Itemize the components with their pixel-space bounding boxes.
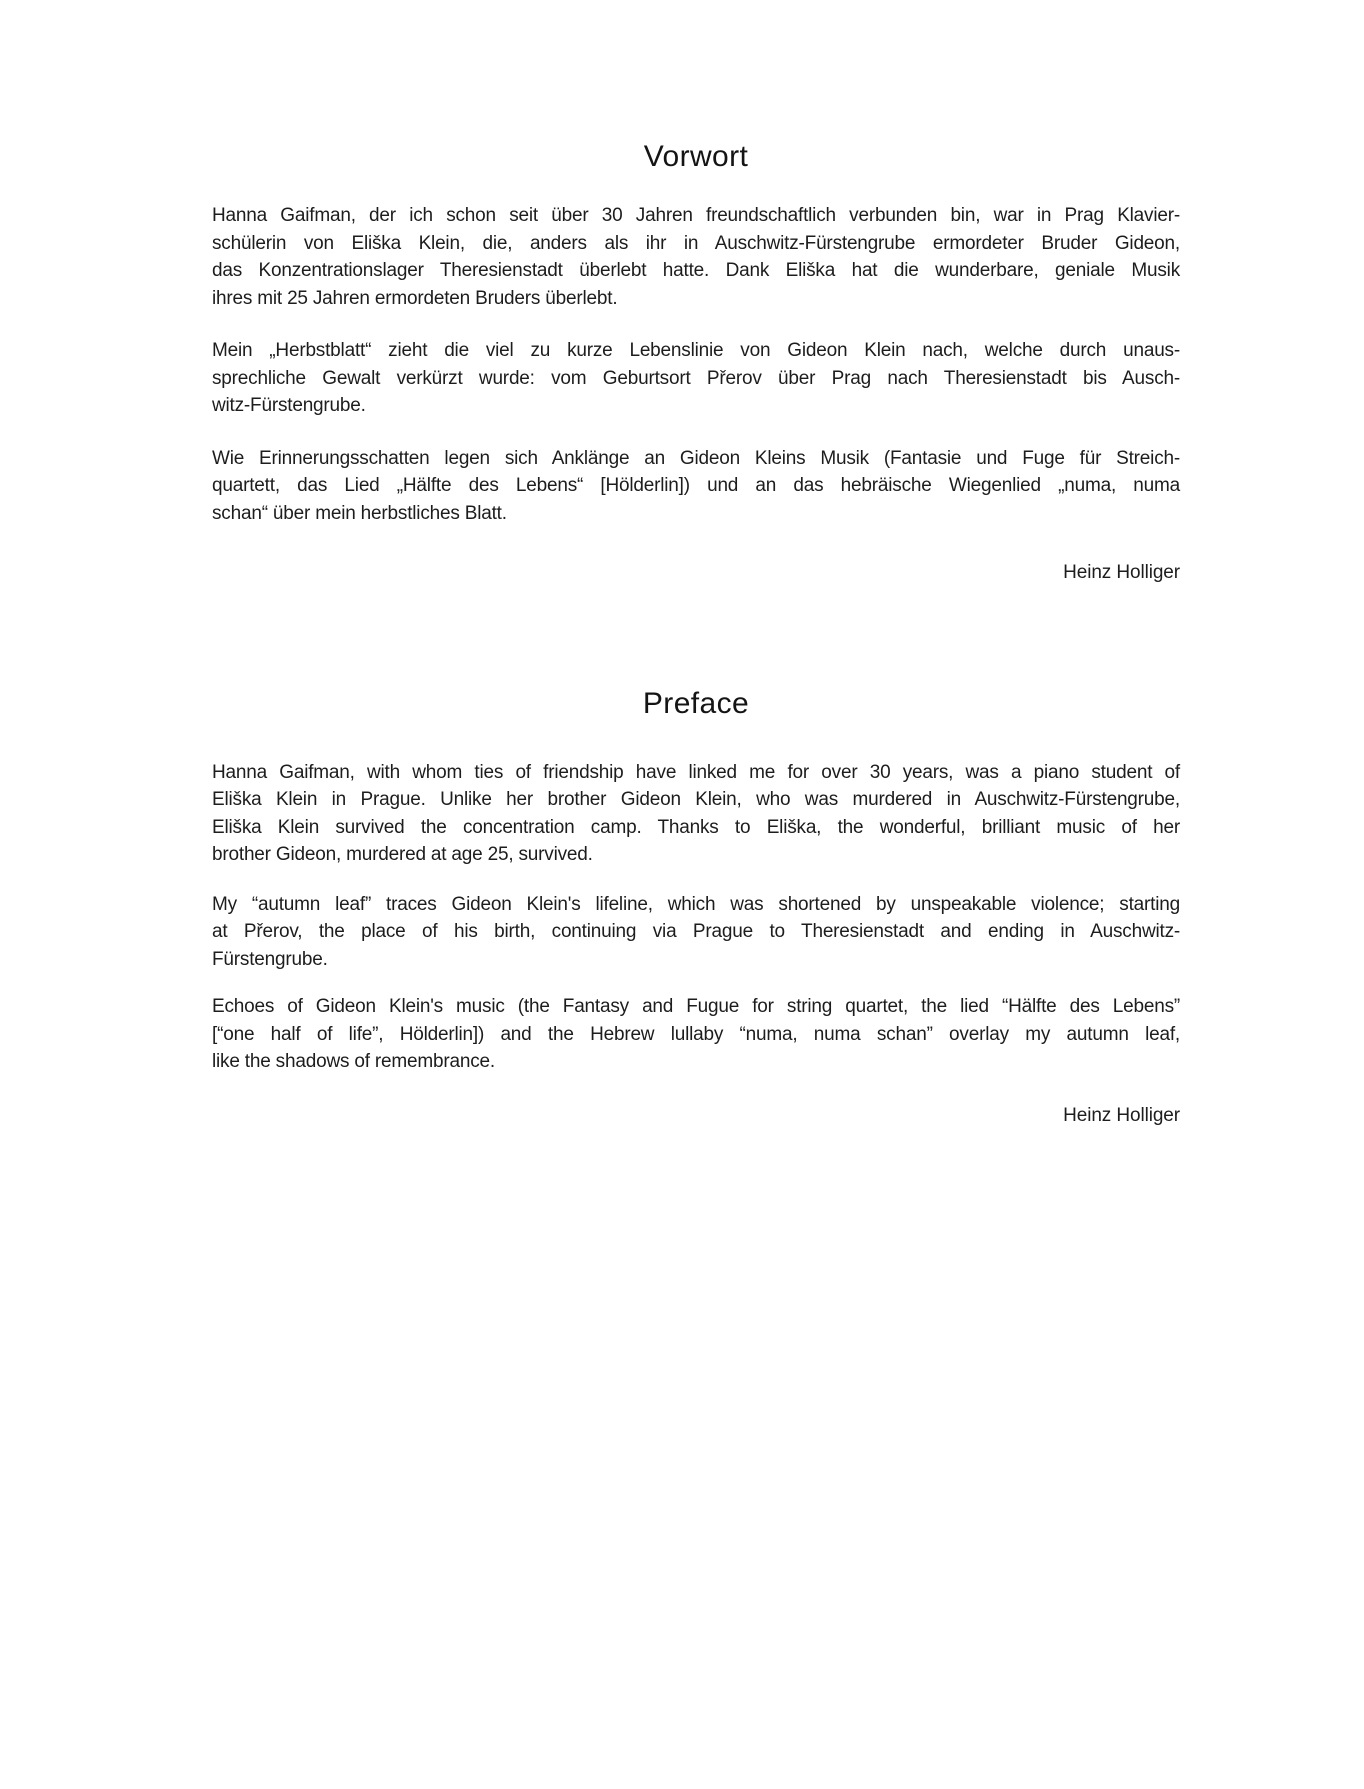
english-paragraph-2 <box>212 891 1180 974</box>
english-paragraph-3 <box>212 993 1180 1076</box>
text-line: Mein „Herbstblatt“ zieht die viel zu kurze Lebenslinie von Gideon Klein nach, welche durch unaus- <box>212 340 1180 361</box>
german-paragraph-3 <box>212 445 1180 528</box>
text-line: brother Gideon, murdered at age 25, survived. <box>212 844 593 865</box>
text-line: My “autumn leaf” traces Gideon Klein's lifeline, which was shortened by unspeakable violence; starting <box>212 893 1180 915</box>
german-paragraph-1 <box>212 202 1180 312</box>
signature-english: Heinz Holliger <box>1063 1104 1180 1126</box>
text-line: Wie Erinnerungsschatten legen sich Anklänge an Gideon Kleins Musik (Fantasie und Fuge für Streich- <box>212 447 1180 469</box>
text-line: Eliška Klein survived the concentration camp. Thanks to Eliška, the wonderful, brilliant music of her <box>212 816 1180 838</box>
preface-title: Preface <box>642 686 750 720</box>
text-line: Fürstengrube. <box>212 948 328 970</box>
text-line: Echoes of Gideon Klein's music (the Fantasy and Fugue for string quartet, the lied “Hälfte des Lebens” <box>212 996 1180 1017</box>
text-line: sprechliche Gewalt verkürzt wurde: vom Geburtsort Přerov über Prag nach Theresienstadt bis Ausch- <box>212 367 1180 389</box>
text-line: like the shadows of remembrance. <box>212 1051 495 1072</box>
text-line: Hanna Gaifman, with whom ties of friendship have linked me for over 30 years, was a piano student of <box>212 761 1180 783</box>
text-line: Hanna Gaifman, der ich schon seit über 30 Jahren freundschaftlich verbunden bin, war in Prag Klavier- <box>212 205 1180 226</box>
text-line: ihres mit 25 Jahren ermordeten Bruders überlebt. <box>212 287 618 309</box>
text-line: witz-Fürstengrube. <box>212 395 366 416</box>
text-line: Eliška Klein in Prague. Unlike her brother Gideon Klein, who was murdered in Auschwitz-Fürstengrube, <box>212 789 1180 810</box>
text-line: schülerin von Eliška Klein, die, anders als ihr in Auschwitz-Fürstengrube ermordeter Bruder Gideon, <box>212 232 1180 254</box>
text-line: schan“ über mein herbstliches Blatt. <box>212 502 507 524</box>
text-line: [“one half of life”, Hölderlin]) and the Hebrew lullaby “numa, numa schan” overlay my autumn leaf, <box>212 1023 1180 1045</box>
text-block <box>212 0 1180 1129</box>
text-line: at Přerov, the place of his birth, continuing via Prague to Theresienstadt and ending in Auschwitz- <box>212 921 1180 942</box>
german-paragraph-2 <box>212 337 1180 420</box>
text-line: das Konzentrationslager Theresienstadt überlebt hatte. Dank Eliška hat die wunderbare, geniale Musik <box>212 260 1180 281</box>
vorwort-title: Vorwort <box>643 140 749 173</box>
text-line: quartett, das Lied „Hälfte des Lebens“ [Hölderlin]) und an das hebräische Wiegenlied „numa, numa <box>212 475 1180 496</box>
signature-german: Heinz Holliger <box>1063 562 1180 583</box>
english-paragraph-1 <box>212 759 1180 869</box>
